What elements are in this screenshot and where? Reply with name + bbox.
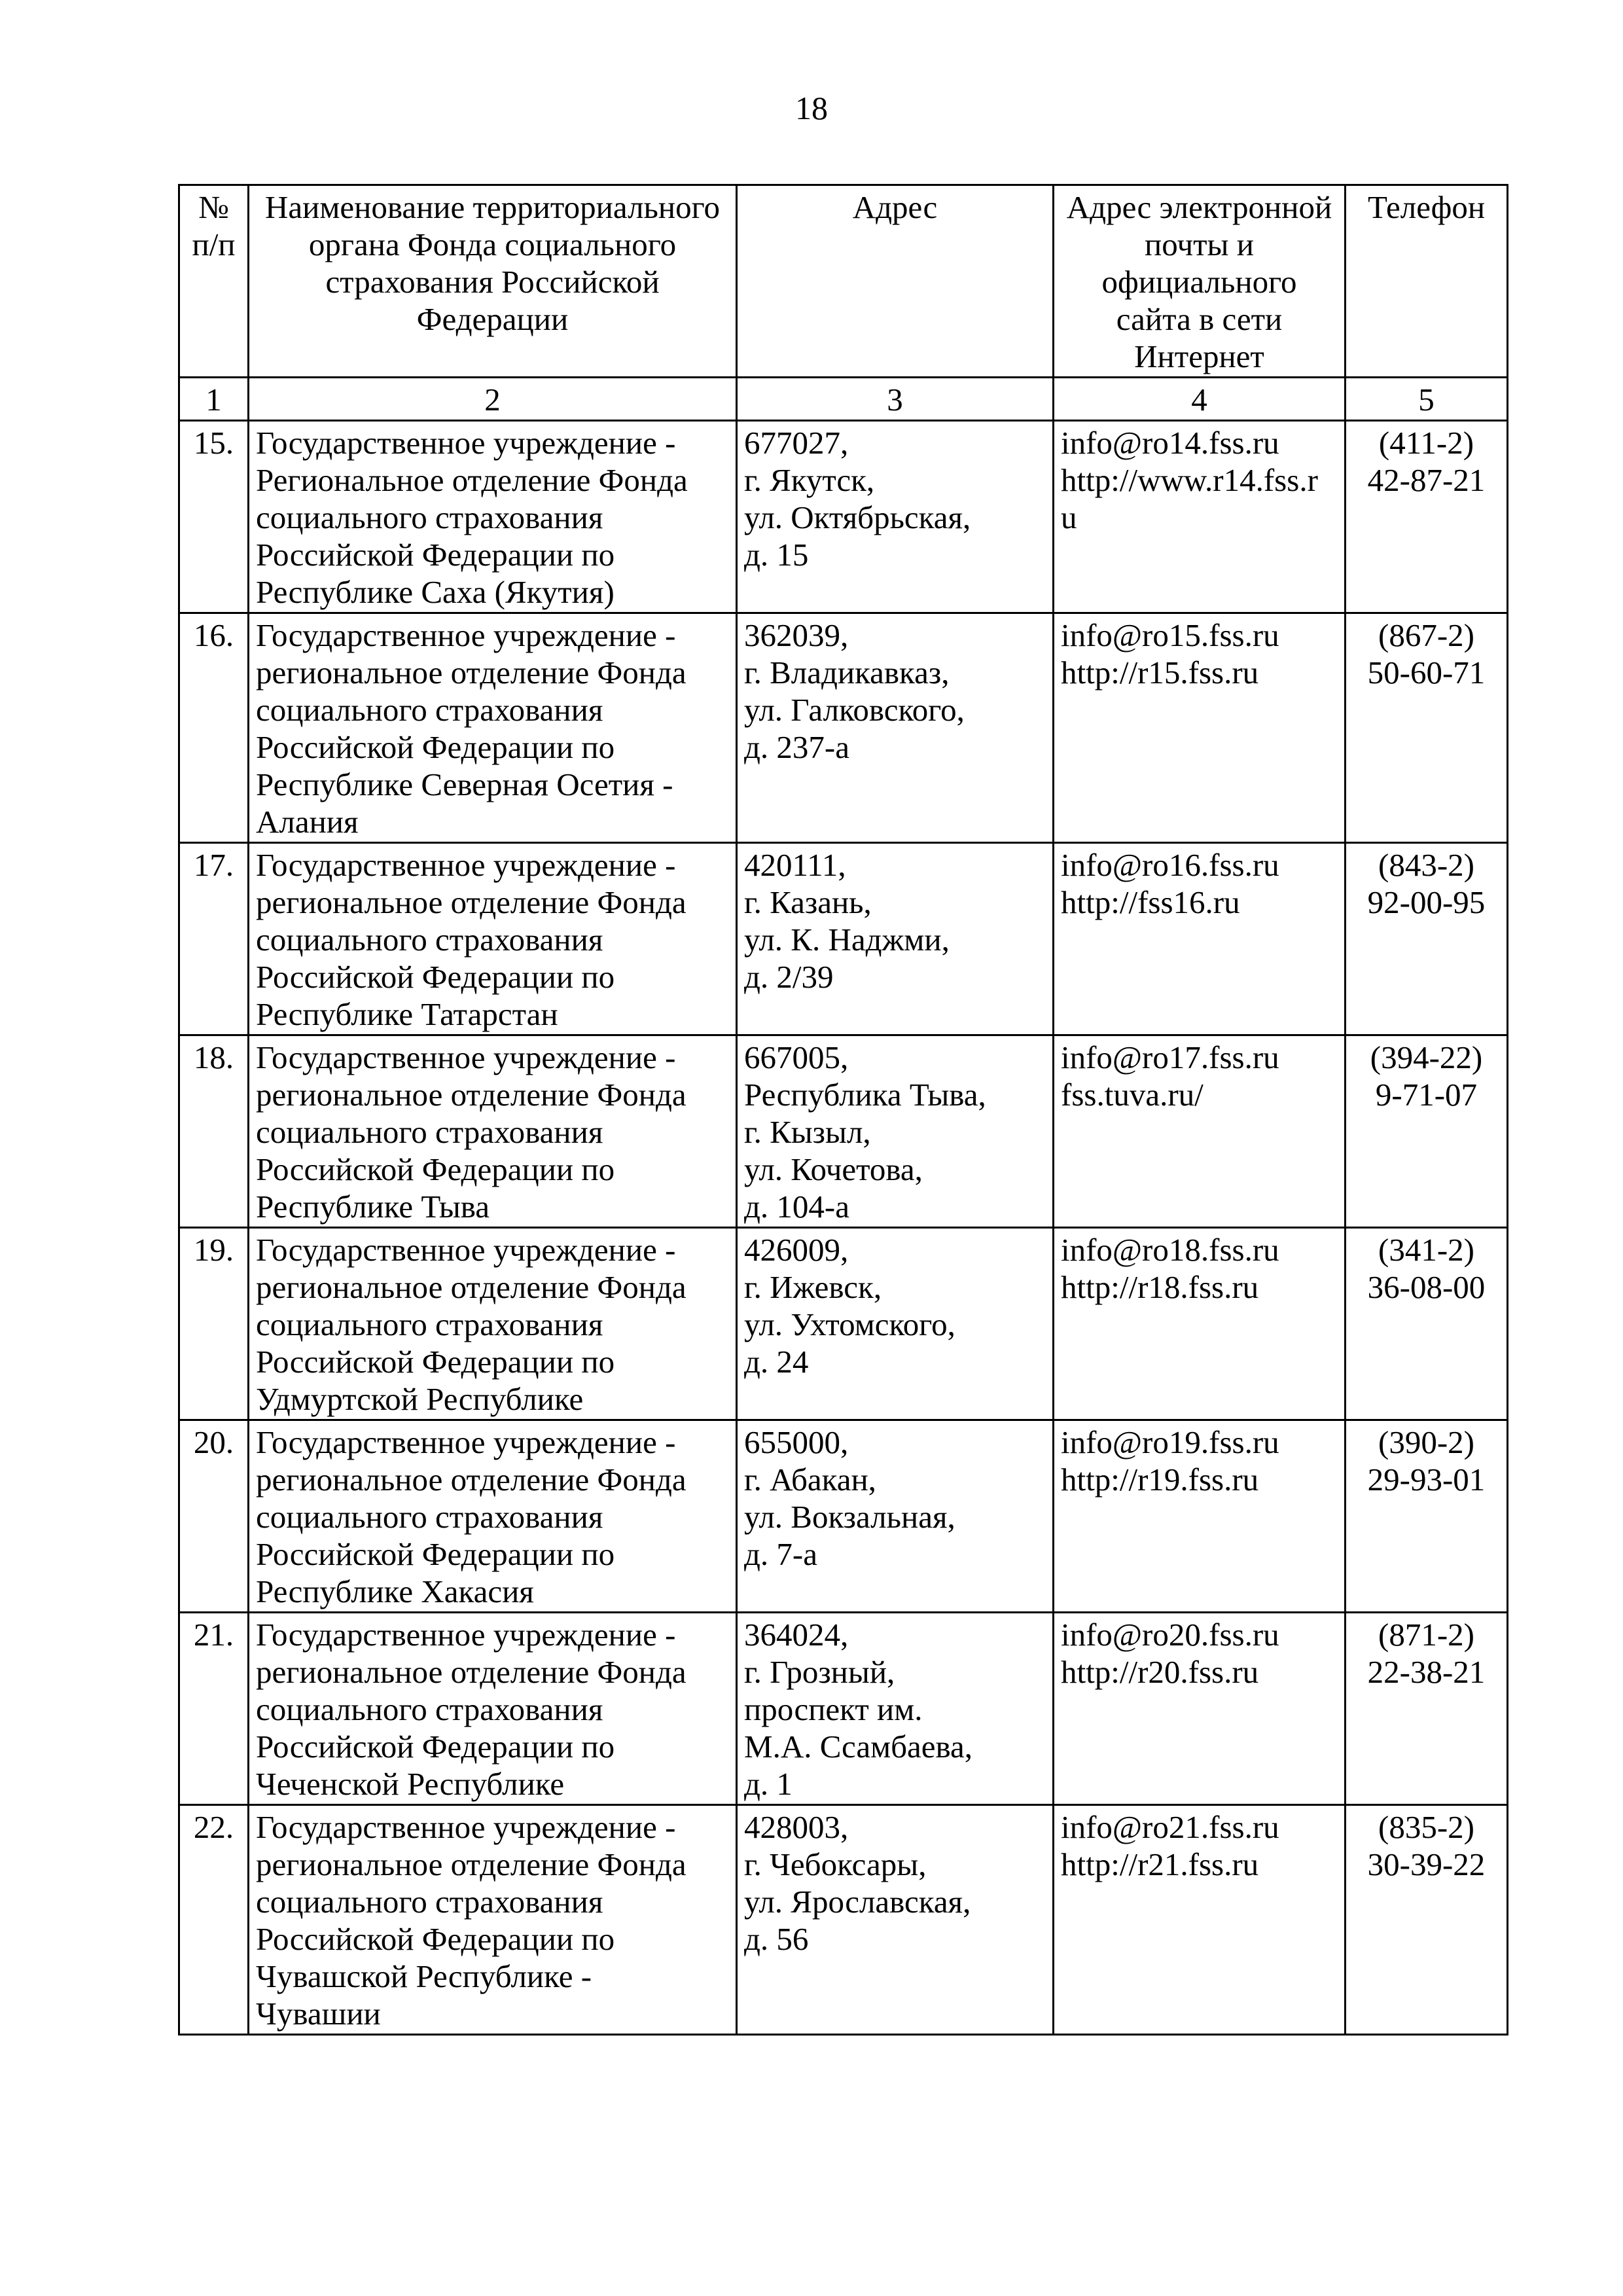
- address-line: д. 7-а: [744, 1536, 817, 1572]
- phone-code: (341-2): [1378, 1232, 1474, 1268]
- website-link[interactable]: http://fss16.ru: [1061, 884, 1240, 920]
- header-office-name: [249, 185, 737, 378]
- address-line: ул. Галковского,: [744, 692, 965, 728]
- office-name-line: Региональное отделение Фонда: [256, 462, 688, 498]
- table-row: [179, 1035, 1508, 1228]
- phone-code: (390-2): [1378, 1424, 1474, 1460]
- row-number: 18.: [179, 1035, 249, 1228]
- address-line: ул. Кочетова,: [744, 1151, 923, 1187]
- office-name-line: Российской Федерации по: [256, 729, 615, 765]
- office-name-line: Республике Северная Осетия -: [256, 766, 673, 802]
- office-email-website: [1054, 1035, 1346, 1228]
- office-name-line: Удмуртской Республике: [256, 1381, 584, 1417]
- office-phone: [1346, 613, 1508, 843]
- office-name-line: Российской Федерации по: [256, 1921, 615, 1957]
- address-line: д. 56: [744, 1921, 809, 1957]
- office-name-line: социального страхования: [256, 1114, 603, 1150]
- office-name-line: Государственное учреждение -: [256, 425, 676, 461]
- website-link[interactable]: http://r20.fss.ru: [1061, 1654, 1259, 1690]
- address-line: 426009,: [744, 1232, 849, 1268]
- office-email-website: [1054, 843, 1346, 1035]
- phone-number: 9-71-07: [1375, 1077, 1478, 1113]
- table-header-row: [179, 185, 1508, 378]
- header-number: [179, 185, 249, 378]
- office-phone: [1346, 843, 1508, 1035]
- office-name-line: социального страхования: [256, 499, 603, 535]
- row-number: 16.: [179, 613, 249, 843]
- office-name-line: Российской Федерации по: [256, 959, 615, 995]
- office-name-line: Республике Тыва: [256, 1189, 490, 1225]
- office-name-line: региональное отделение Фонда: [256, 1846, 687, 1882]
- phone-number: 42-87-21: [1367, 462, 1486, 498]
- email-link[interactable]: info@ro18.fss.ru: [1061, 1232, 1279, 1268]
- header-phone: [1346, 185, 1508, 378]
- office-email-website: [1054, 421, 1346, 613]
- column-index: 4: [1054, 378, 1346, 421]
- office-name-line: Государственное учреждение -: [256, 1039, 676, 1075]
- row-number: 15.: [179, 421, 249, 613]
- address-line: М.А. Ссамбаева,: [744, 1729, 973, 1765]
- office-name-line: социального страхования: [256, 1499, 603, 1535]
- office-email-website: [1054, 1805, 1346, 2035]
- office-name-line: Российской Федерации по: [256, 1344, 615, 1380]
- address-line: 364024,: [744, 1617, 849, 1653]
- office-email-website: [1054, 613, 1346, 843]
- address-line: 667005,: [744, 1039, 849, 1075]
- header-text-line: Телефон: [1367, 189, 1486, 225]
- header-text-line: Интернет: [1134, 338, 1264, 374]
- header-text-line: почты и: [1145, 226, 1254, 262]
- website-link[interactable]: http://r18.fss.ru: [1061, 1269, 1259, 1305]
- address-line: ул. К. Наджми,: [744, 922, 950, 958]
- header-text-line: сайта в сети: [1116, 301, 1283, 337]
- phone-code: (394-22): [1370, 1039, 1483, 1075]
- website-link[interactable]: http://r21.fss.ru: [1061, 1846, 1259, 1882]
- office-name-line: Российской Федерации по: [256, 1151, 615, 1187]
- email-link[interactable]: info@ro14.fss.ru: [1061, 425, 1279, 461]
- address-line: ул. Вокзальная,: [744, 1499, 955, 1535]
- office-address: [737, 1420, 1054, 1613]
- phone-code: (871-2): [1378, 1617, 1474, 1653]
- office-email-website: [1054, 1228, 1346, 1420]
- address-line: проспект им.: [744, 1691, 923, 1727]
- column-index: 1: [179, 378, 249, 421]
- address-line: Республика Тыва,: [744, 1077, 986, 1113]
- office-address: [737, 421, 1054, 613]
- row-number: 20.: [179, 1420, 249, 1613]
- office-name-line: региональное отделение Фонда: [256, 1269, 687, 1305]
- office-name: [249, 1420, 737, 1613]
- address-line: г. Кызыл,: [744, 1114, 871, 1150]
- office-name-line: Чеченской Республике: [256, 1766, 565, 1802]
- fss-offices-table: [178, 184, 1508, 2036]
- office-name-line: социального страхования: [256, 1691, 603, 1727]
- address-line: г. Казань,: [744, 884, 872, 920]
- header-text-line: Адрес: [852, 189, 938, 225]
- header-text-line: п/п: [192, 226, 236, 262]
- office-name: [249, 1613, 737, 1805]
- address-line: ул. Ухтомского,: [744, 1306, 955, 1342]
- address-line: 420111,: [744, 847, 846, 883]
- phone-code: (411-2): [1378, 425, 1474, 461]
- phone-number: 22-38-21: [1367, 1654, 1486, 1690]
- office-name-line: Государственное учреждение -: [256, 617, 676, 653]
- table-row: [179, 1228, 1508, 1420]
- row-number: 21.: [179, 1613, 249, 1805]
- address-line: 362039,: [744, 617, 849, 653]
- office-address: [737, 613, 1054, 843]
- office-email-website: [1054, 1420, 1346, 1613]
- office-name: [249, 1035, 737, 1228]
- office-name-line: региональное отделение Фонда: [256, 1077, 687, 1113]
- page-number: 18: [795, 90, 828, 126]
- header-text-line: страхования Российской: [325, 264, 660, 300]
- header-text-line: Федерации: [416, 301, 569, 337]
- header-text-line: Адрес электронной: [1066, 189, 1332, 225]
- address-line: г. Грозный,: [744, 1654, 895, 1690]
- header-email-website: [1054, 185, 1346, 378]
- email-link[interactable]: info@ro15.fss.ru: [1061, 617, 1279, 653]
- address-line: ул. Октябрьская,: [744, 499, 971, 535]
- phone-number: 36-08-00: [1367, 1269, 1486, 1305]
- office-name-line: социального страхования: [256, 1884, 603, 1920]
- office-name-line: Чувашской Республике -: [256, 1958, 592, 1994]
- office-name-line: Республике Саха (Якутия): [256, 574, 615, 610]
- address-line: г. Чебоксары,: [744, 1846, 927, 1882]
- office-name-line: Государственное учреждение -: [256, 1617, 676, 1653]
- office-name: [249, 843, 737, 1035]
- office-name-line: Государственное учреждение -: [256, 1809, 676, 1845]
- address-line: д. 24: [744, 1344, 809, 1380]
- address-line: д. 104-а: [744, 1189, 849, 1225]
- website-link[interactable]: http://www.r14.fss.r: [1061, 462, 1318, 498]
- table-row: [179, 1805, 1508, 2035]
- email-link[interactable]: info@ro20.fss.ru: [1061, 1617, 1279, 1653]
- email-link[interactable]: info@ro21.fss.ru: [1061, 1809, 1279, 1845]
- email-link[interactable]: info@ro16.fss.ru: [1061, 847, 1279, 883]
- phone-code: (843-2): [1378, 847, 1474, 883]
- office-name-line: Республике Татарстан: [256, 996, 558, 1032]
- office-phone: [1346, 421, 1508, 613]
- office-name-line: социального страхования: [256, 692, 603, 728]
- address-line: г. Абакан,: [744, 1462, 876, 1498]
- column-index: 5: [1346, 378, 1508, 421]
- website-link[interactable]: http://r19.fss.ru: [1061, 1462, 1259, 1498]
- office-name: [249, 1228, 737, 1420]
- address-line: 677027,: [744, 425, 849, 461]
- column-index: 2: [249, 378, 737, 421]
- office-name-line: региональное отделение Фонда: [256, 655, 687, 691]
- phone-number: 92-00-95: [1367, 884, 1486, 920]
- email-link[interactable]: info@ro17.fss.ru: [1061, 1039, 1279, 1075]
- office-name-line: Российской Федерации по: [256, 1729, 615, 1765]
- phone-number: 30-39-22: [1367, 1846, 1486, 1882]
- column-index: 3: [737, 378, 1054, 421]
- office-address: [737, 1035, 1054, 1228]
- address-line: д. 15: [744, 537, 809, 573]
- office-phone: [1346, 1613, 1508, 1805]
- address-line: д. 2/39: [744, 959, 834, 995]
- office-name-line: Республике Хакасия: [256, 1573, 534, 1609]
- office-address: [737, 1805, 1054, 2035]
- table-row: [179, 1613, 1508, 1805]
- office-address: [737, 843, 1054, 1035]
- office-name-line: региональное отделение Фонда: [256, 1462, 687, 1498]
- address-line: д. 237-а: [744, 729, 849, 765]
- table-row: [179, 843, 1508, 1035]
- office-name-line: Алания: [256, 804, 359, 840]
- phone-number: 50-60-71: [1367, 655, 1486, 691]
- table-row: [179, 613, 1508, 843]
- office-name-line: Государственное учреждение -: [256, 1232, 676, 1268]
- office-name-line: Российской Федерации по: [256, 1536, 615, 1572]
- office-email-website: [1054, 1613, 1346, 1805]
- header-text-line: №: [198, 189, 229, 225]
- office-name-line: региональное отделение Фонда: [256, 1654, 687, 1690]
- header-text-line: Наименование территориального: [265, 189, 720, 225]
- address-line: 655000,: [744, 1424, 849, 1460]
- office-phone: [1346, 1035, 1508, 1228]
- office-name: [249, 1805, 737, 2035]
- website-link[interactable]: http://r15.fss.ru: [1061, 655, 1259, 691]
- office-name-line: Государственное учреждение -: [256, 847, 676, 883]
- address-line: 428003,: [744, 1809, 849, 1845]
- office-name-line: социального страхования: [256, 922, 603, 958]
- website-link[interactable]: fss.tuva.ru/: [1061, 1077, 1204, 1113]
- table-row: [179, 1420, 1508, 1613]
- row-number: 22.: [179, 1805, 249, 2035]
- office-name-line: Чувашии: [256, 1996, 381, 2032]
- email-link[interactable]: info@ro19.fss.ru: [1061, 1424, 1279, 1460]
- address-line: г. Якутск,: [744, 462, 875, 498]
- address-line: ул. Ярославская,: [744, 1884, 971, 1920]
- row-number: 17.: [179, 843, 249, 1035]
- office-name: [249, 613, 737, 843]
- office-name-line: Государственное учреждение -: [256, 1424, 676, 1460]
- address-line: г. Владикавказ,: [744, 655, 950, 691]
- phone-code: (867-2): [1378, 617, 1474, 653]
- website-link-continuation[interactable]: u: [1061, 499, 1077, 535]
- office-address: [737, 1228, 1054, 1420]
- header-address: [737, 185, 1054, 378]
- table-row: [179, 421, 1508, 613]
- column-index-row: [179, 378, 1508, 421]
- office-name-line: региональное отделение Фонда: [256, 884, 687, 920]
- office-name-line: Российской Федерации по: [256, 537, 615, 573]
- phone-code: (835-2): [1378, 1809, 1474, 1845]
- office-phone: [1346, 1420, 1508, 1613]
- phone-number: 29-93-01: [1367, 1462, 1486, 1498]
- office-name: [249, 421, 737, 613]
- header-text-line: официального: [1101, 264, 1297, 300]
- office-phone: [1346, 1805, 1508, 2035]
- office-name-line: социального страхования: [256, 1306, 603, 1342]
- office-phone: [1346, 1228, 1508, 1420]
- address-line: д. 1: [744, 1766, 793, 1802]
- header-text-line: органа Фонда социального: [308, 226, 677, 262]
- row-number: 19.: [179, 1228, 249, 1420]
- address-line: г. Ижевск,: [744, 1269, 882, 1305]
- office-address: [737, 1613, 1054, 1805]
